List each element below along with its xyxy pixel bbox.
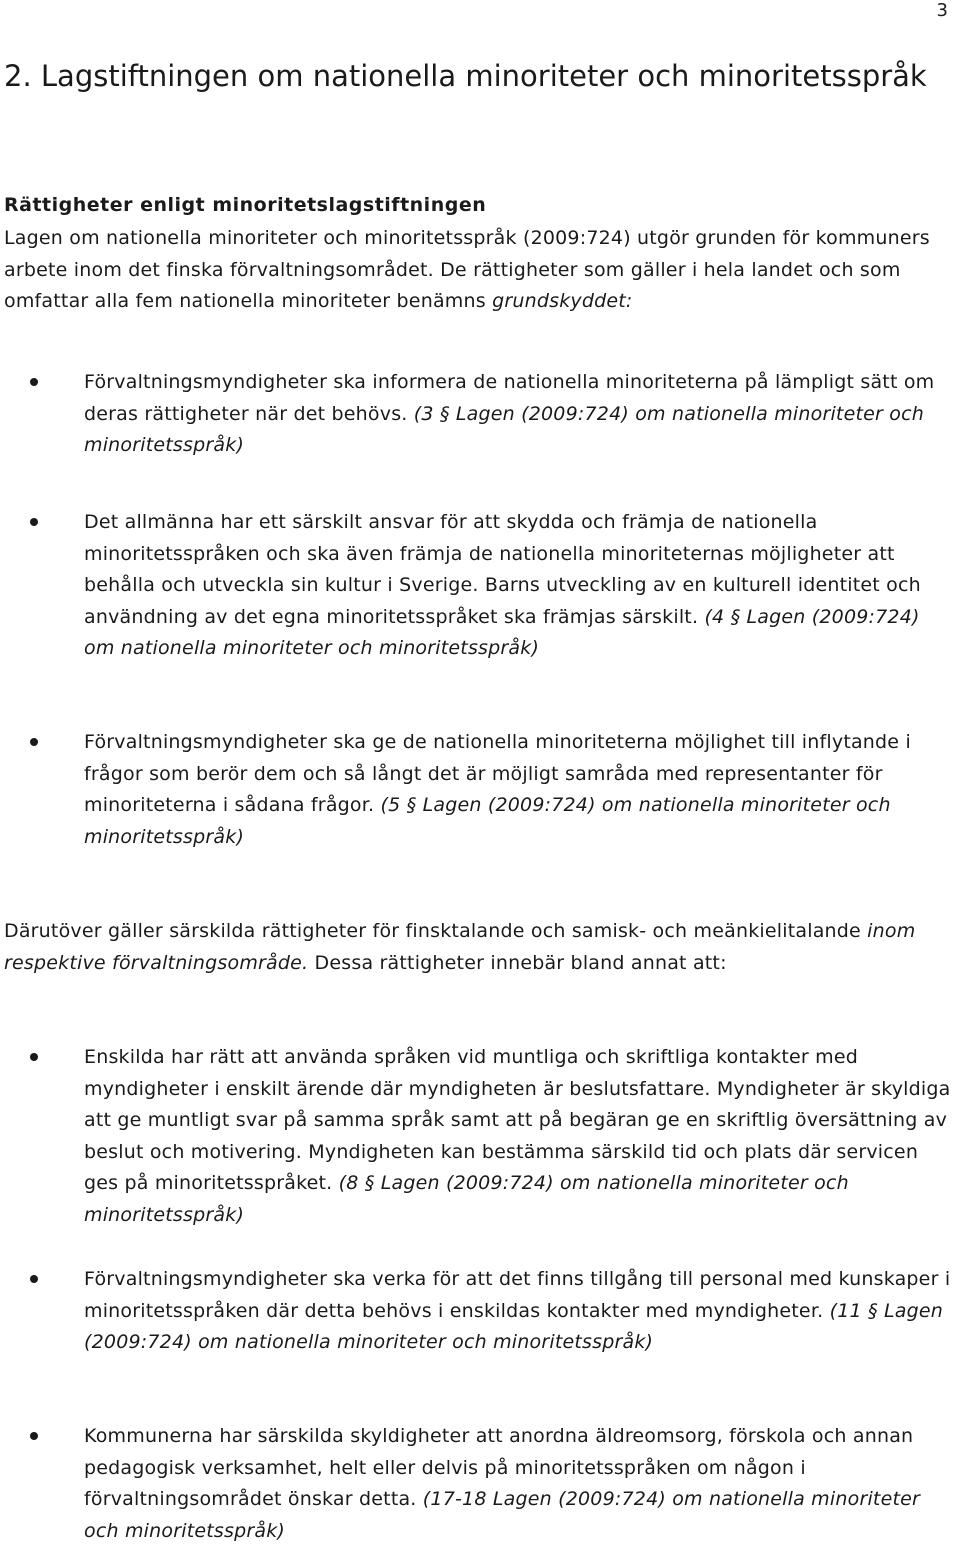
list-item-text: Kommunerna har särskilda skyldigheter att anordna äldreomsorg, förskola och annan pedagogisk verksamhet, helt eller delvis på minoritetsspråken om någon i förvaltningsområdet önskar detta. <box>84 1425 914 1510</box>
list-item <box>30 1421 954 1547</box>
list-item <box>30 1042 954 1231</box>
middle-text-continued: Dessa rättigheter innebär bland annat att: <box>308 951 727 974</box>
intro-paragraph <box>4 223 950 318</box>
list-item-text: Förvaltningsmyndigheter ska informera de nationella minoriteterna på lämpligt sätt om deras rättigheter när det behövs. <box>84 371 935 425</box>
law-reference: (4 § Lagen (2009:724) om nationella minoriteter och minoritetsspråk) <box>84 605 920 659</box>
list-item <box>30 367 954 462</box>
bullet-icon <box>30 1432 38 1440</box>
intro-term: grundskyddet: <box>492 290 633 312</box>
list-item <box>30 727 954 853</box>
bullet-icon <box>30 378 38 386</box>
list-item-text: Enskilda har rätt att använda språken vid muntliga och skriftliga kontakter med myndigheter i enskilt ärende där myndigheten är beslutsfattare. Myndigheter är skyldiga att ge muntligt svar på samma språk samt att på begäran ge en skriftlig översättning av beslut och motivering. Myndigheten kan bestämma särskild tid och plats där servicen ges på minoritetsspråket. <box>84 1046 951 1194</box>
bullet-icon <box>30 518 38 526</box>
page-title: 2. Lagstiftningen om nationella minoriteter och minoritetsspråk <box>4 59 927 93</box>
middle-emphasis: inom respektive förvaltningsområde. <box>4 920 916 974</box>
law-reference: (17-18 Lagen (2009:724) om nationella minoriteter och minoritetsspråk) <box>84 1488 921 1542</box>
bullet-icon <box>30 1275 38 1283</box>
intro-text: Lagen om nationella minoriteter och minoritetsspråk (2009:724) utgör grunden för kommuners arbete inom det finska förvaltningsområdet. De rättigheter som gäller i hela landet och som omfattar alla fem nationella minoriteter benämns <box>4 227 930 312</box>
law-reference: (11 § Lagen (2009:724) om nationella minoriteter och minoritetsspråk) <box>84 1299 943 1353</box>
middle-paragraph <box>4 916 950 979</box>
law-reference: (5 § Lagen (2009:724) om nationella minoriteter och minoritetsspråk) <box>84 794 891 848</box>
bullet-icon <box>30 738 38 746</box>
list-item <box>30 1264 954 1359</box>
bullet-icon <box>30 1053 38 1061</box>
middle-text: Därutöver gäller särskilda rättigheter för finsktalande och samisk- och meänkielitalande <box>4 920 868 942</box>
list-item-text: Förvaltningsmyndigheter ska ge de nationella minoriteterna möjlighet till inflytande i frågor som berör dem och så långt det är möjligt samråda med representanter för minoriteterna i sådana frågor. <box>84 731 911 816</box>
list-item <box>30 507 954 665</box>
list-item-text: Förvaltningsmyndigheter ska verka för att det finns tillgång till personal med kunskaper i minoritetsspråken där detta behövs i enskildas kontakter med myndigheter. <box>84 1268 951 1322</box>
law-reference: (8 § Lagen (2009:724) om nationella minoriteter och minoritetsspråk) <box>84 1172 849 1226</box>
page-number: 3 <box>936 0 948 21</box>
list-item-text: Det allmänna har ett särskilt ansvar för att skydda och främja de nationella minoritetsspråken och ska även främja de nationella minoriteternas möjligheter att behålla och utveckla sin kultur i Sverige. Barns utveckling av en kulturell identitet och användning av det egna minoritetsspråket ska främjas särskilt. <box>84 511 921 628</box>
section-subheading: Rättigheter enligt minoritetslagstiftningen <box>4 194 487 216</box>
law-reference: (3 § Lagen (2009:724) om nationella minoriteter och minoritetsspråk) <box>84 402 924 456</box>
